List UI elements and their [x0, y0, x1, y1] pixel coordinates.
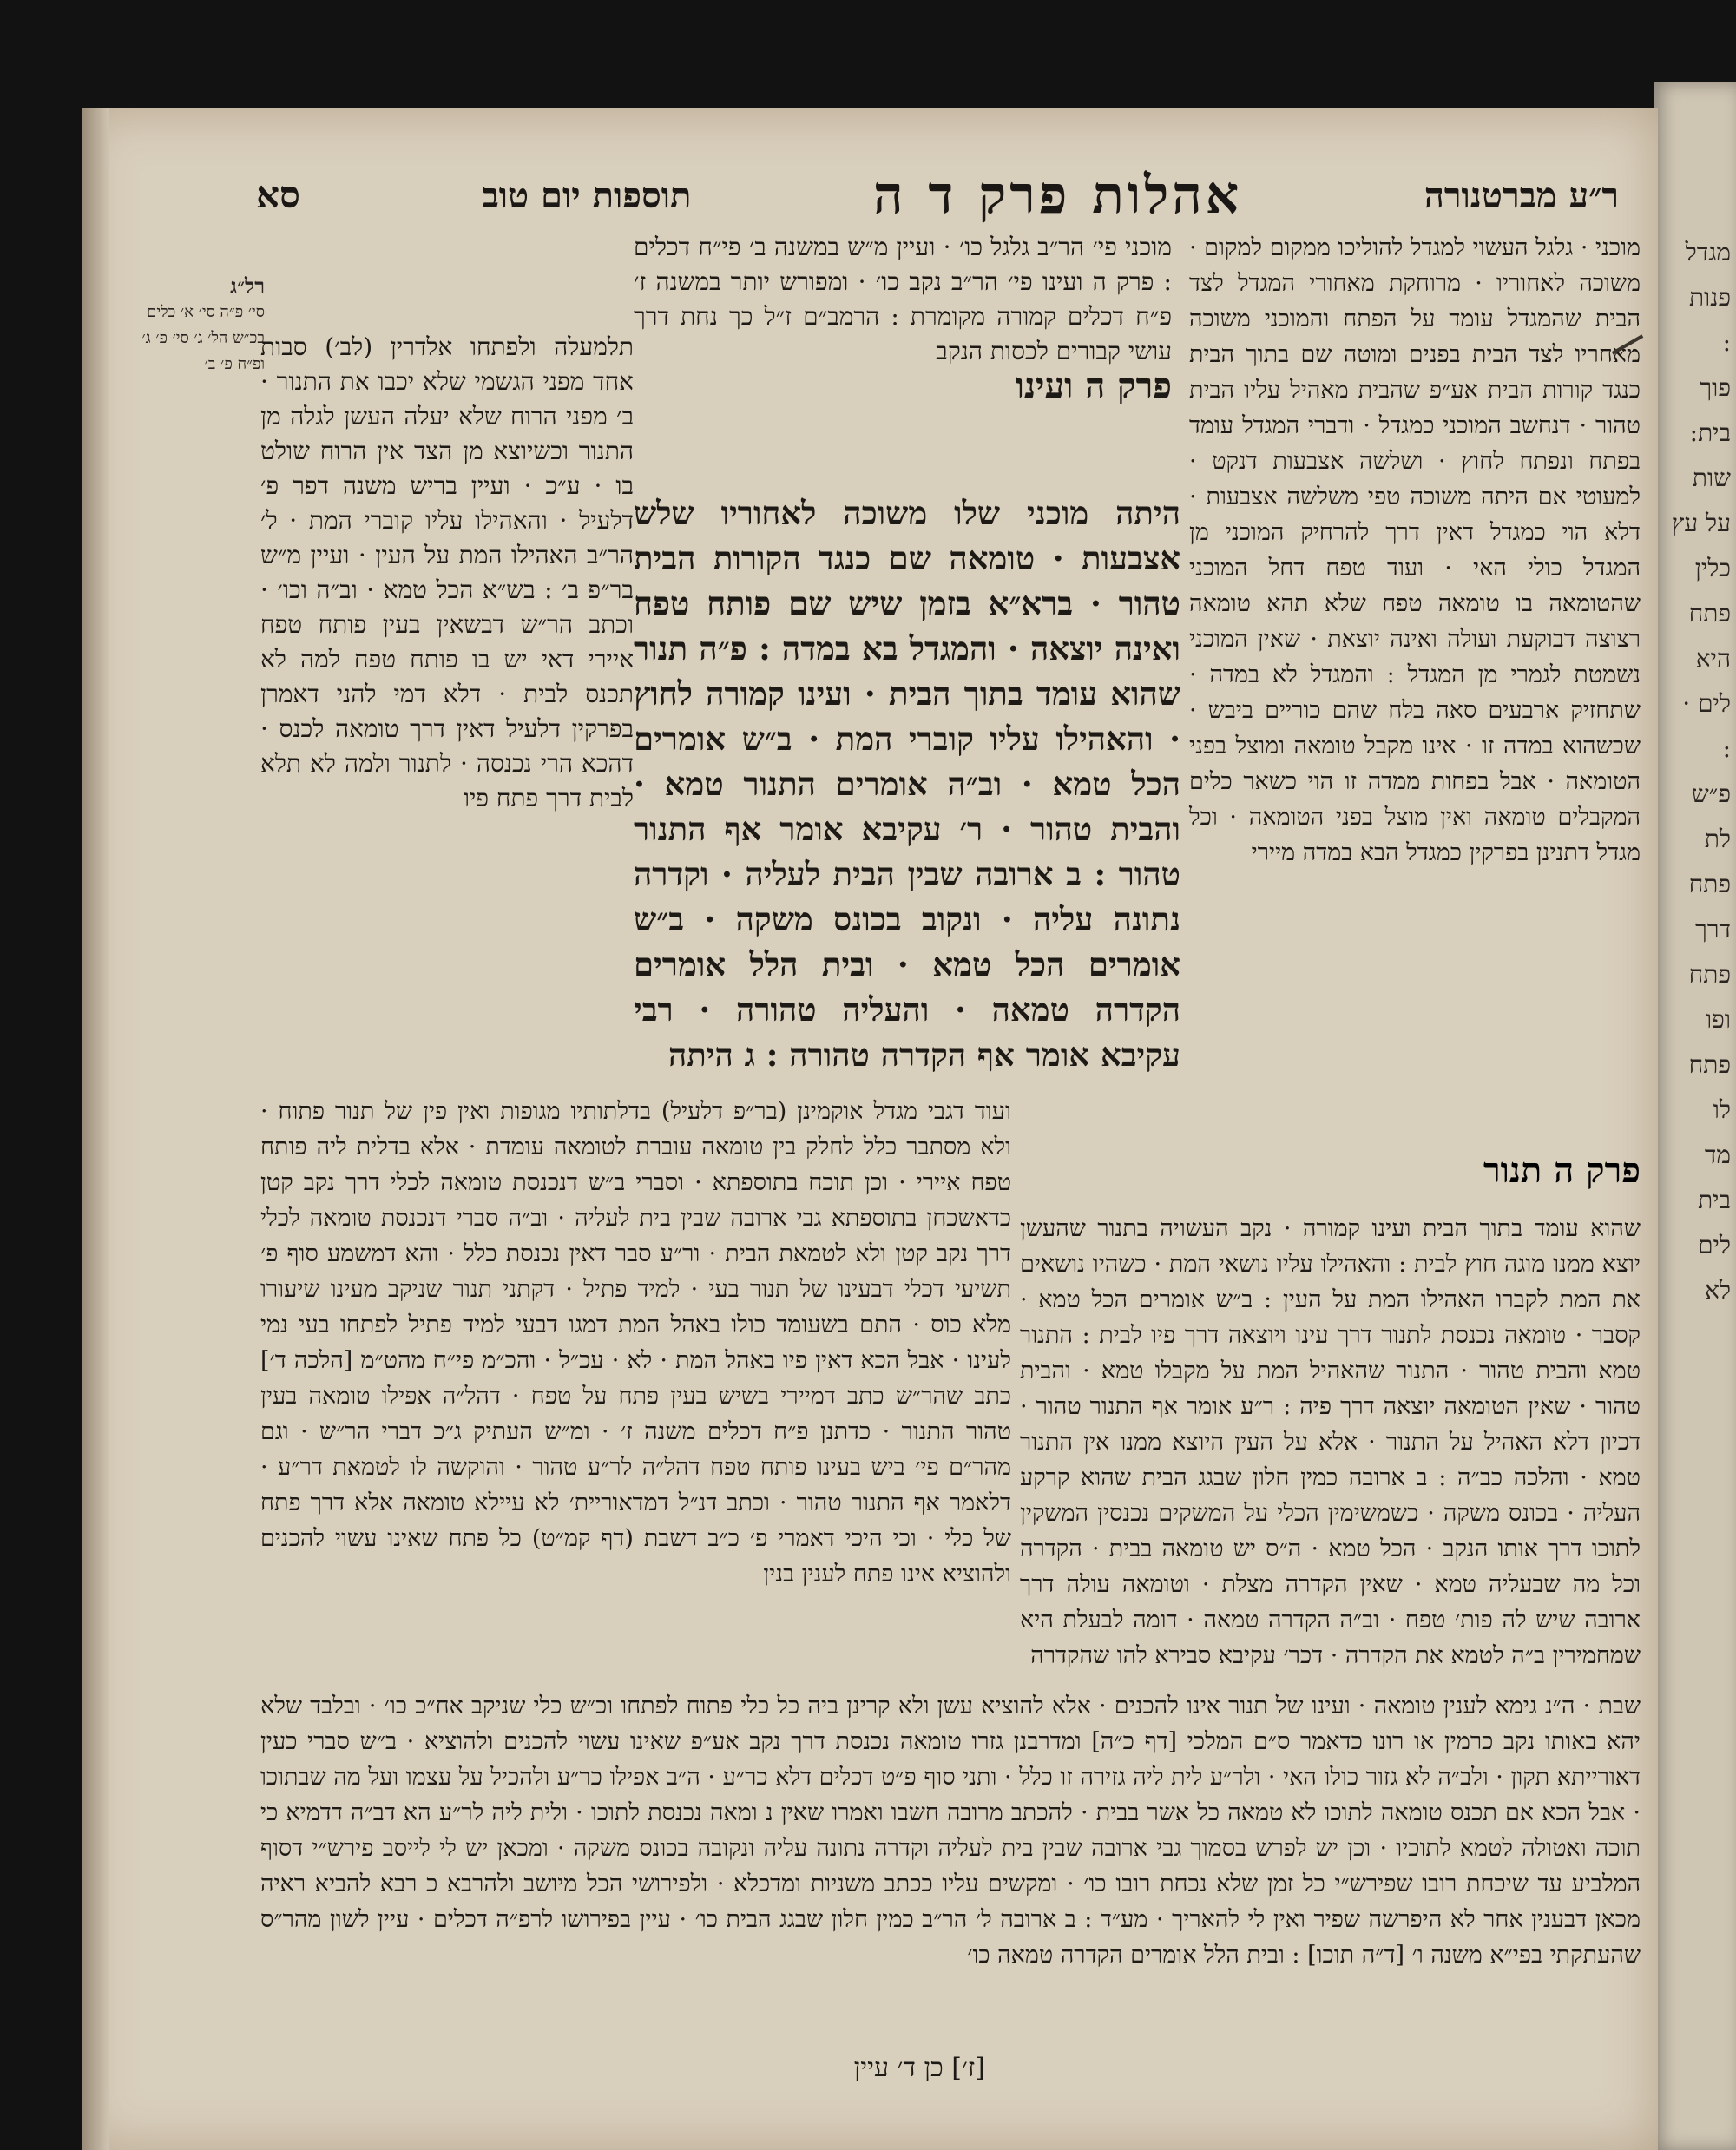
- bartenura-ch5-text: שהוא עומד בתוך הבית ועינו קמורה · נקב העשויה בתנור שהעשן יוצא ממנו מוגה חוץ לבית : והאהילו עליו נושאי המת · כשהיו נושאים את המת לקברו האהילו המת על העין : ב״ש אומרים הכל טמא · קסבר · טומאה נכנסת לתנור דרך עינו ויוצאה דרך פיו לבית : התנור טמא והבית טהור · התנור שהאהיל המת על מקבלו טמא · והבית טהור · שאין הטומאה יוצאה דרך פיה : ר״ע אומר אף התנור טהור · דכיון דלא האהיל על התנור · אלא על העין היוצא ממנו אין התנור טמא · והלכה כב״ה : ב ארובה כמין חלון שבגג הבית שהוא קרקע העליה · בכונס משקה · כשמשימין הכלי על המשקים נכנסין המשקין לתוכו דרך אותו הנקב · הכל טמא · ה״ס יש טומאה בבית · הקדרה וכל מה שבעליה טמא · שאין הקדרה מצלת · וטומאה עולה דרך ארובה שיש לה פות׳ טפח · וב״ה הקדרה טמאה · דומה לבעלת היא שמחמירין ב״ה לטמא את הקדרה · דכר׳ עקיבא סבירא להו שהקדרה: [1020, 1215, 1641, 1669]
- mishnah-main-text: [634, 490, 1180, 1077]
- adjacent-fragment-20: מד: [1704, 1141, 1731, 1169]
- tosafot-text-top: תלמעלה ולפתחו אלדרין (לב׳) סבות אחד מפני הגשמי שלא יכבו את התנור · ב׳ מפני הרוח שלא יעלה העשן לגלה מן התנור וכשיוצא מן הצד אין הרוח שולט בו · ע״כ · ועיין בריש משנה דפר פ׳ דלעיל · והאהילו עליו קוברי המת · ל׳ הר״ב האהילו המת על העין · ועיין מ״ש בר״פ ב׳ : בש״א הכל טמא · וב״ה וכו׳ · וכתב הר״ש דבשאין בעין פותח טפח איירי דאי יש בו פותח טפח למה לא תכנס לבית · דלא דמי להני דאמרן בפרקין דלעיל דאין דרך טומאה לכנס · דהכא הרי נכנסה · לתנור ולמה לא תלא לבית דרך פתח פיו: [260, 332, 634, 812]
- mishnah-preface: [634, 230, 1172, 404]
- adjacent-fragment-5: שות: [1692, 464, 1731, 492]
- tosafot-column-top: [260, 330, 634, 816]
- adjacent-fragment-4: בית:: [1689, 418, 1731, 447]
- adjacent-fragment-23: לא: [1705, 1276, 1731, 1305]
- mishnah-text: היתה מוכני שלו משוכה לאחוריו שלש אצבעות · טומאה שם כנגד הקורות הבית טהור · ברא״א בזמן שיש שם פותח טפח ואינה יוצאה · והמגדל בא במדה : פ״ה תנור שהוא עומד בתוך הבית · ועינו קמורה לחוץ · והאהילו עליו קוברי המת · ב״ש אומרים הכל טמא · וב״ה אומרים התנור טמא · והבית טהור · ר׳ עקיבא אומר אף התנור טהור : ב ארובה שבין הבית לעליה · וקדרה נתונה עליה · ונקוב בכונס משקה · ב״ש אומרים הכל טמא · ובית הלל אומרים הקדרה טמאה · והעליה טהורה · רבי עקיבא אומר אף הקדרה טהורה : ג היתה: [634, 494, 1180, 1074]
- adjacent-fragment-14: פתח: [1688, 870, 1731, 898]
- tosafot-column-bottom: [260, 1094, 1011, 1592]
- header-title: אהלות פרק ד ה: [873, 165, 1243, 226]
- book-page: [82, 108, 1658, 2150]
- bottom-commentary-text: שבת · ה״נ גימא לענין טומאה · ועינו של תנור אינו להכנים · אלא להוציא עשן ולא קרינן ביה כל כלי פתוח לפתחו וכ״ש כלי שניקב אח״כ כו׳ · ובלבד שלא יהא באותו נקב כרמין או רונו כדאמר ס״ם המלכי [דף כ״ה] ומדרבנן גזרו טומאה נכנסת דרך נקב אע״פ שאינו עשוי להכנים ולהוציא · ב״ש סברי כעין דאורייתא תקון · ולב״ה לא גזור כולו האי · ולר״ע לית ליה גזירה זו כלל · ותני סוף פ״ט דכלים דלא כר״ע · ה״ב אפילו כר״ע ולהכיל על עצמו ועל מה שבתוכו · אבל הכא אם תכנס טומאה לתוכו לא טמאה כל אשר בבית · להכתב מרובה חשבו ואמרו שאין נ ומאה נכנסת לתוכו · ולית ליה לר״ע הא דב״ה דדמיא כי תוכה ואטולה לטמא לתוכיו · וכן יש לפרש בסמוך גבי ארובה שבין בית לעליה וקדרה נתונה עליה ונקובה בכונס משקה · ומכאן יש לי לייסב פירש״י דסוף המלביע עד שיכחת רובו שפירש״י כל זמן שלא נכחת רובו כו׳ · ומקשים עליו ככתב משניות ומדכלא · ולפירושי הכל מיושב ולהרבא כ רבא להביא ראיה מכאן דבענין אחר לא היפרשה שפיר ואין לי להאריך · מע״ד : ב ארובה ל׳ הר״ב כמין חלון שבגג הבית כו׳ · עיין בפירושו לרפ״ה דכלים · עיין לשון מהר״ס שהעתקתי בפי״א משנה ו׳ [ד״ה תוכו] : ובית הלל אומרים הקדרה טמאה כו׳: [260, 1693, 1641, 1969]
- adjacent-fragment-22: לים: [1698, 1231, 1731, 1259]
- signature-mark: רל״ג: [229, 273, 265, 299]
- bartenura-commentary-top: [1189, 230, 1641, 871]
- adjacent-fragment-6: על עץ: [1671, 509, 1731, 537]
- adjacent-fragment-3: פוך: [1700, 373, 1731, 402]
- adjacent-fragment-18: פתח: [1688, 1050, 1731, 1079]
- adjacent-fragment-19: לו: [1713, 1095, 1731, 1124]
- header-commentator: ר״ע מברטנורה: [1424, 174, 1619, 216]
- catchword: [ז׳] כן ד׳ עיין: [853, 2053, 985, 2083]
- bartenura-commentary-ch5: [1020, 1211, 1641, 1673]
- chapter5-heading: [1185, 1150, 1641, 1191]
- header-tosafot: תוספות יום טוב: [482, 174, 692, 216]
- binding-shadow: [82, 108, 108, 2150]
- folio-number: סא: [256, 174, 300, 216]
- page-header: [256, 156, 1619, 234]
- margin-references: סי׳ פ״ה סי׳ א׳ כלים בכ״ש הל׳ ג׳ סי׳ פ׳ ג׳ ופ״ח פ׳ ב׳: [141, 303, 265, 373]
- margin-notes: [135, 273, 265, 378]
- adjacent-fragment-2: :: [1722, 328, 1731, 357]
- tosafot-text-bottom: ועוד דגבי מגדל אוקמינן (בר״פ דלעיל) בדלתותיו מגופות ואין פין של תנור פתוח · ולא מסתבר כלל לחלק בין טומאה עוברת לטומאה עומדת · אלא בדלית ליה פותח טפח איירי · וכן תוכח בתוספתא · וסברי ב״ש דנכנסת טומאה לכלי דרך נקב קטן כדאשכחן בתוספתא גבי ארובה שבין בית לעליה · וב״ה סברי דנכנסת טומאה לכלי דרך נקב קטן ולא לטמאת הבית · ור״ע סבר דאין נכנסת כלל · והא דמשמע סוף פ׳ תשיעי דכלי דבעינו של תנור בעי · למיד פתיל · דקתני תנור שניקב מעינו שיעורו מלא כוס · התם בשעומד כולו באהל המת דמגו דבעי למיד פתיל לפתחו בעי נמי לעינו · אבל הכא דאין פיו באהל המת · לא · עכ״ל · והכ״מ פי״ח מהט״מ [הלכה ד׳] כתב שהר״ש כתב דמיירי בשיש בעין פתח על טפח · דהל״ה אפילו טומאה בעין טהור התנור · כדתנן פ״ח דכלים משנה ז׳ · ומ״ש העתיק ג״כ דברי הר״ש · וגם מהר״ם פי׳ ביש בעינו פותח טפח דהל״ה לר״ע טהור · והוקשה לו לטמאת דר״ע · דלאמר אף התנור טהור · וכתב דנ״ל דמדאוריית׳ לא עיילא טומאה אלא דרך פתח של כלי · וכי היכי דאמרי פ׳ כ״ב דשבת (דף קמ״ט) כל פתח שאינו עשוי להכנים ולהוציא אינו פתח לענין בנין: [260, 1098, 1011, 1588]
- adjacent-fragment-9: היא: [1695, 644, 1731, 673]
- mishnah-preface-text: מוכני פי׳ הר״ב גלגל כו׳ · ועיין מ״ש במשנה ב׳ פי״ח דכלים : פרק ה ועינו פי׳ הר״ב נקב כו׳ · ומפורש יותר במשנה ז׳ פ״ח דכלים קמורה מקומרת : הרמב״ם ז״ל כך נחת דרך עושי קבורים לכסות הנקב: [634, 233, 1172, 365]
- adjacent-fragment-13: לת: [1704, 825, 1731, 853]
- adjacent-fragment-16: פתח: [1688, 960, 1731, 989]
- adjacent-fragment-12: פ״ש: [1691, 779, 1731, 808]
- adjacent-fragment-1: פנות: [1688, 283, 1731, 312]
- chapter5-title: פרק ה תנור: [1483, 1150, 1641, 1191]
- adjacent-fragment-7: כלין: [1694, 554, 1731, 582]
- chapter-heading: פרק ה ועינו: [1015, 365, 1172, 406]
- bottom-commentary: [260, 1688, 1641, 1973]
- adjacent-page-edge: [1654, 82, 1736, 2150]
- adjacent-fragment-17: ופו: [1706, 1005, 1731, 1034]
- adjacent-page-fragments: [1654, 82, 1736, 1313]
- adjacent-fragment-0: מגדל: [1685, 238, 1731, 266]
- adjacent-fragment-15: דרך: [1695, 915, 1731, 944]
- bartenura-text: מוכני · גלגל העשוי למגדל להוליכו ממקום למקום · משוכה לאחוריו · מרוחקת מאחורי המגדל לצד הבית שהמגדל עומד על הפתח והמוכני משוכה מאחריו לצד הבית בפנים ומוטה שם בתוך הבית כנגד קורות הבית אע״פ שהבית מאהיל עליו הבית טהור · דנחשב המוכני כמגדל · ודברי המגדל עומד בפתח ונפתח לחוץ · ושלשה אצבעות דנקט · למעוטי אם היתה משוכה טפי משלשה אצבעות · דלא הוי כמגדל דאין דרך להרחיק המוכני מן המגדל כולי האי · ועוד טפח דחל המוכני שהטומאה בו טומאה טפח שלא תהא טומאה רצוצה דבוקעת ועולה ואינה יוצאת · שאין המוכני נשמטת לגמרי מן המגדל : והמגדל לא במדה · שתחזיק ארבעים סאה בלח שהם כוריים ביבש · שכשהוא במדה זו · אינו מקבל טומאה ומוצל בפני הטומאה · אבל בפחות ממדה זו הוי כשאר כלים המקבלים טומאה ואין מוצל בפני הטומאה · וכל מגדל דתנינן בפרקין כמגדל הבא במדה מיירי: [1189, 234, 1641, 866]
- adjacent-fragment-21: בית: [1698, 1186, 1731, 1214]
- adjacent-fragment-10: לים ·: [1682, 689, 1731, 718]
- adjacent-fragment-11: :: [1722, 734, 1731, 763]
- adjacent-fragment-8: פתח: [1688, 599, 1731, 628]
